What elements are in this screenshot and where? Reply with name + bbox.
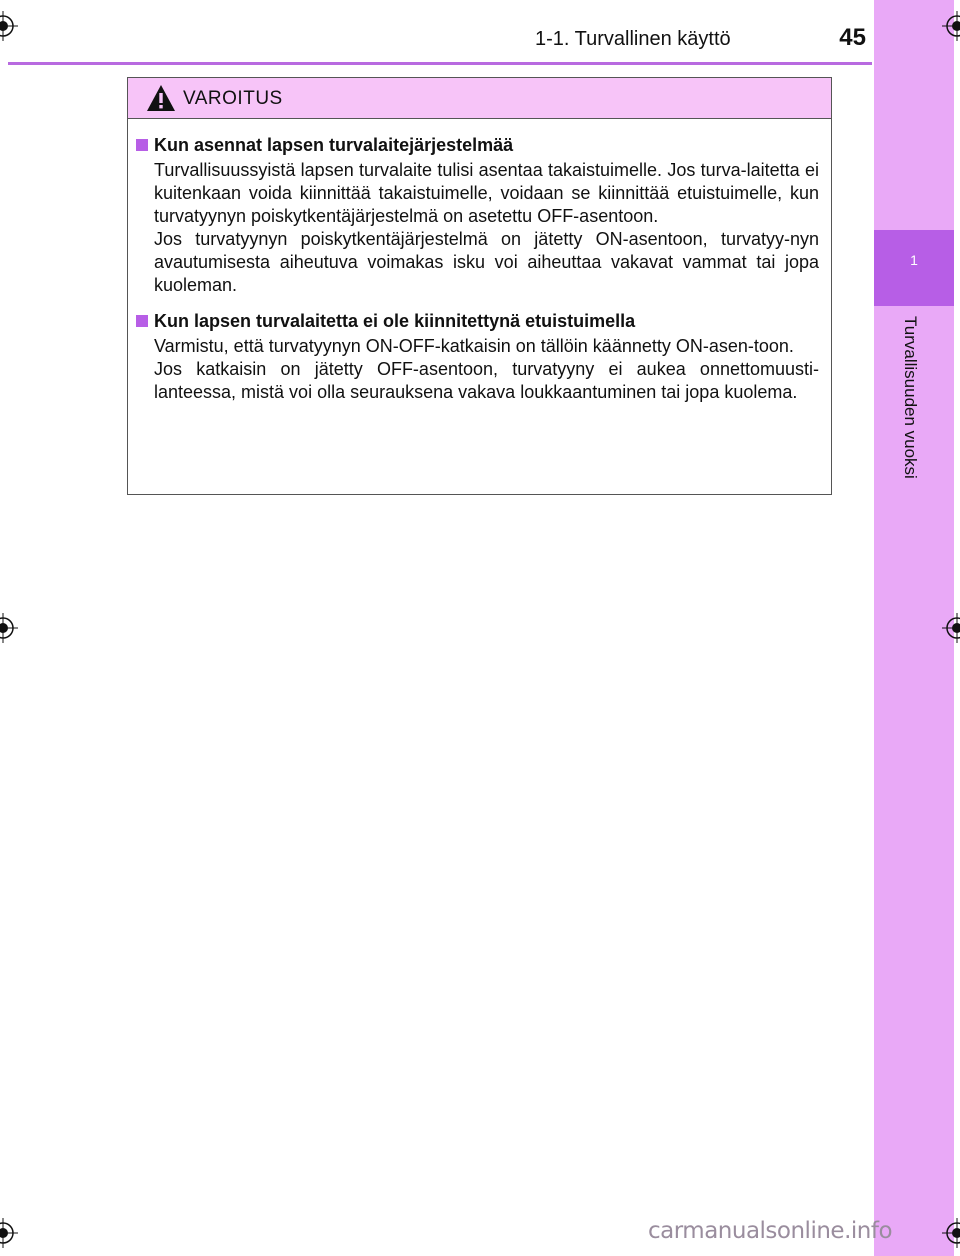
chapter-number: 1 — [910, 252, 918, 268]
warning-triangle-icon — [146, 84, 176, 112]
watermark-text: carmanualsonline.info — [648, 1218, 893, 1244]
warning-item-text: Jos turvatyynyn poiskytkentäjärjestelmä on jätetty ON-asentoon, turvatyy-nyn avautumisesta aiheutuva voimakas isku voi aiheuttaa vakavat vammat tai jopa kuoleman. — [154, 229, 819, 295]
warning-item-text: Jos katkaisin on jätetty OFF-asentoon, turvatyyny ei aukea onnettomuusti-lanteessa, mistä voi olla seurauksena vakava loukkaantuminen tai jopa kuolema. — [154, 359, 819, 402]
chapter-number-box — [874, 230, 954, 306]
square-bullet-icon — [136, 139, 148, 151]
warning-header — [128, 78, 831, 119]
warning-item-text: Turvallisuussyistä lapsen turvalaite tulisi asentaa takaistuimelle. Jos turva-laitetta ei kuitenkaan voida kiinnittää takaistuimelle, voidaan se kiinnittää etuistuimelle, kun turvatyynyn poiskytkentäjärjestelmä on asetettu OFF-asentoon. — [154, 160, 819, 226]
square-bullet-icon — [136, 315, 148, 327]
section-title: 1-1. Turvallinen käyttö — [535, 28, 731, 50]
registration-mark-icon — [942, 11, 960, 41]
warning-body — [128, 119, 831, 404]
registration-mark-icon — [0, 613, 18, 643]
warning-label: VAROITUS — [183, 88, 283, 109]
registration-mark-icon — [0, 1218, 18, 1248]
page-number: 45 — [839, 24, 866, 51]
warning-box — [127, 77, 832, 495]
warning-item-title — [134, 133, 819, 157]
warning-item-title — [134, 309, 819, 333]
warning-item — [134, 133, 819, 297]
header-rule — [8, 62, 872, 65]
warning-item-title-text: Kun lapsen turvalaitetta ei ole kiinnitettynä etuistuimella — [154, 311, 636, 331]
warning-item-text: Varmistu, että turvatyynyn ON-OFF-katkaisin on tällöin käännetty ON-asen-toon. — [154, 336, 794, 356]
chapter-label: Turvallisuuden vuoksi — [901, 316, 920, 479]
registration-mark-icon — [0, 11, 18, 41]
warning-item-title-text: Kun asennat lapsen turvalaitejärjestelmää — [154, 135, 514, 155]
warning-item — [134, 309, 819, 404]
registration-mark-icon — [942, 613, 960, 643]
